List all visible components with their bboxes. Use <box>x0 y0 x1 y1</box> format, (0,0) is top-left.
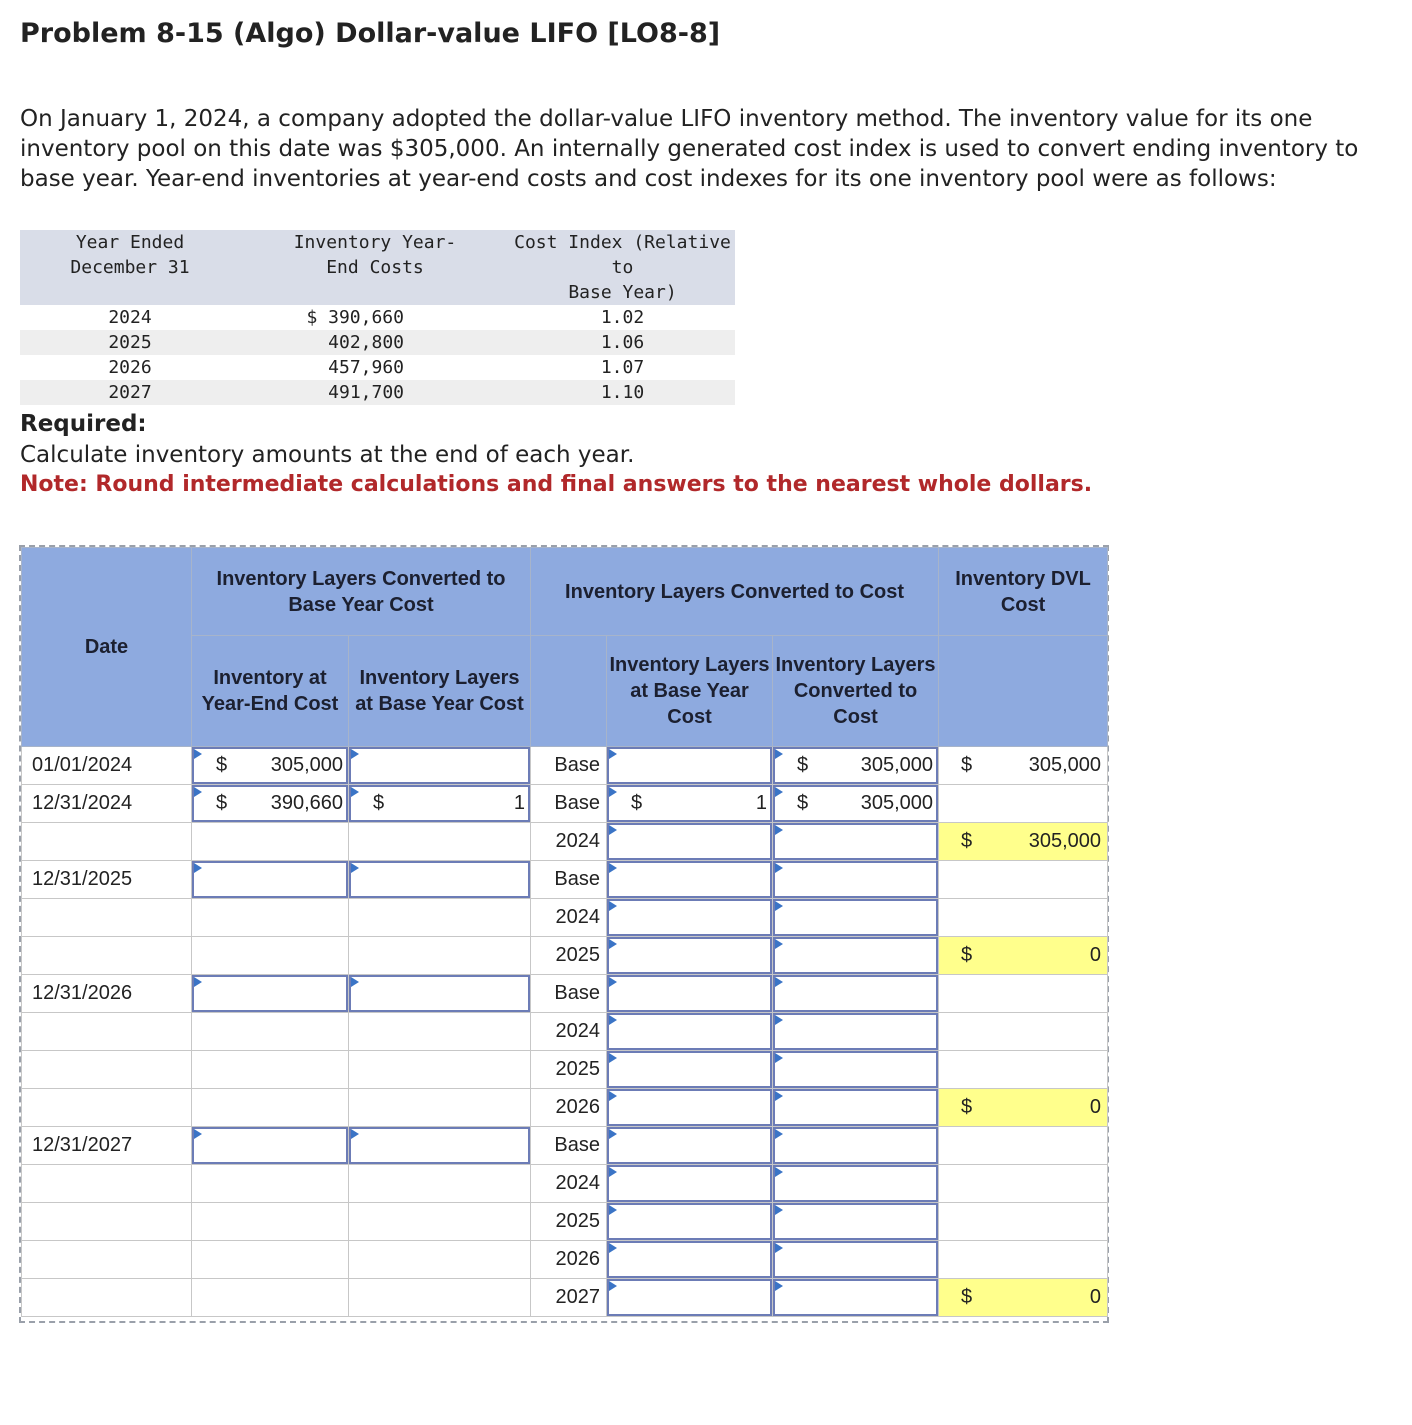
converted-cost-input[interactable] <box>773 1241 938 1278</box>
date-cell: 12/31/2026 <box>22 975 192 1013</box>
problem-title: Problem 8-15 (Algo) Dollar-value LIFO [LO8-8] <box>20 18 721 49</box>
given-header-cost: Inventory Year- End Costs <box>240 230 510 305</box>
converted-cost-input[interactable] <box>773 823 938 860</box>
layer-label: Base <box>531 1127 607 1165</box>
dvl-cost-cell: $ 305,000 <box>939 747 1108 785</box>
layer-label: 2025 <box>531 1203 607 1241</box>
converted-cost-input[interactable] <box>773 1013 938 1050</box>
header-dvl-blank <box>939 636 1108 747</box>
converted-cost-input[interactable]: $ 305,000 <box>773 747 938 784</box>
layer-label: 2026 <box>531 1241 607 1279</box>
layer-label: 2027 <box>531 1279 607 1317</box>
table-row <box>22 1279 1108 1317</box>
layer-base-cost-input[interactable] <box>607 1013 772 1050</box>
header-group-base-year: Inventory Layers Converted to Base Year Cost <box>192 548 531 636</box>
yearend-cost-input[interactable]: $ 390,660 <box>192 785 348 822</box>
date-cell: 01/01/2024 <box>22 747 192 785</box>
layer-base-cost-input[interactable] <box>607 747 772 784</box>
table-row <box>22 785 1108 823</box>
layer-label: Base <box>531 785 607 823</box>
dvl-cost-cell <box>939 785 1108 823</box>
layer-label: Base <box>531 975 607 1013</box>
rounding-note: Note: Round intermediate calculations and final answers to the nearest whole dollars. <box>20 472 1093 497</box>
yearend-cost-input[interactable]: $ 305,000 <box>192 747 348 784</box>
dvl-total-cell: $ 0 <box>939 1279 1108 1317</box>
converted-cost-input[interactable] <box>773 1203 938 1240</box>
date-cell: 12/31/2024 <box>22 785 192 823</box>
table-row <box>22 861 1108 899</box>
layer-base-input[interactable] <box>349 975 530 1012</box>
layer-base-cost-input[interactable] <box>607 1279 772 1316</box>
date-cell: 12/31/2027 <box>22 1127 192 1165</box>
table-row <box>22 975 1108 1013</box>
table-row <box>22 1089 1108 1127</box>
dvl-total-cell: $ 0 <box>939 1089 1108 1127</box>
layer-base-input[interactable] <box>349 747 530 784</box>
layer-label: 2024 <box>531 1165 607 1203</box>
converted-cost-input[interactable] <box>773 899 938 936</box>
table-row <box>22 747 1108 785</box>
converted-cost-input[interactable] <box>773 1165 938 1202</box>
table-row <box>22 899 1108 937</box>
header-yearend-cost: Inventory at Year-End Cost <box>192 636 349 747</box>
header-group-cost: Inventory Layers Converted to Cost <box>531 548 939 636</box>
table-row <box>22 1241 1108 1279</box>
converted-cost-input[interactable] <box>773 1279 938 1316</box>
layer-label: Base <box>531 861 607 899</box>
layer-base-cost-input[interactable] <box>607 899 772 936</box>
header-group-dvl: Inventory DVL Cost <box>939 548 1108 636</box>
converted-cost-input[interactable]: $ 305,000 <box>773 785 938 822</box>
layer-base-cost-input[interactable] <box>607 1203 772 1240</box>
given-row: 2024 $ 390,660 1.02 <box>108 307 645 328</box>
given-header-year: Year Ended December 31 <box>20 230 240 305</box>
given-row: 2025 402,800 1.06 <box>20 330 735 355</box>
converted-cost-input[interactable] <box>773 1051 938 1088</box>
yearend-cost-input[interactable] <box>192 861 348 898</box>
converted-cost-input[interactable] <box>773 975 938 1012</box>
header-converted: Inventory Layers Converted to Cost <box>773 636 939 747</box>
layer-base-cost-input[interactable]: $ 1 <box>607 785 772 822</box>
header-layers-base-2: Inventory Layers at Base Year Cost <box>607 636 773 747</box>
layer-base-cost-input[interactable] <box>607 861 772 898</box>
table-row <box>22 1165 1108 1203</box>
layer-base-cost-input[interactable] <box>607 823 772 860</box>
converted-cost-input[interactable] <box>773 937 938 974</box>
layer-base-cost-input[interactable] <box>607 1127 772 1164</box>
layer-base-input[interactable] <box>349 861 530 898</box>
table-row <box>22 1013 1108 1051</box>
layer-base-cost-input[interactable] <box>607 975 772 1012</box>
layer-label: 2024 <box>531 1013 607 1051</box>
layer-base-input[interactable] <box>349 1127 530 1164</box>
given-data-table <box>20 230 735 405</box>
converted-cost-input[interactable] <box>773 1127 938 1164</box>
answer-grid <box>19 545 1109 1323</box>
header-layers-base: Inventory Layers at Base Year Cost <box>349 636 531 747</box>
dvl-total-cell: $ 305,000 <box>939 823 1108 861</box>
layer-base-input[interactable]: $ 1 <box>349 785 530 822</box>
yearend-cost-input[interactable] <box>192 975 348 1012</box>
given-row: 2026 457,960 1.07 <box>108 357 645 378</box>
layer-label: 2024 <box>531 899 607 937</box>
table-row <box>22 1127 1108 1165</box>
converted-cost-input[interactable] <box>773 1089 938 1126</box>
problem-intro: On January 1, 2024, a company adopted the dollar-value LIFO inventory method. The inventory value for its one inventory pool on this date was $305,000. An internally generated cost index is used to convert ending inventory to base year. Year-end inventories at year-end costs and cost indexes for its one inventory pool were as follows: <box>20 106 1359 192</box>
layer-base-cost-input[interactable] <box>607 937 772 974</box>
layer-label: 2026 <box>531 1089 607 1127</box>
required-text: Calculate inventory amounts at the end of each year. <box>20 442 635 468</box>
yearend-cost-input[interactable] <box>192 1127 348 1164</box>
layer-base-cost-input[interactable] <box>607 1241 772 1278</box>
date-cell: 12/31/2025 <box>22 861 192 899</box>
layer-label: 2025 <box>531 937 607 975</box>
converted-cost-input[interactable] <box>773 861 938 898</box>
layer-base-cost-input[interactable] <box>607 1089 772 1126</box>
header-date: Date <box>22 548 192 747</box>
layer-label: 2024 <box>531 823 607 861</box>
given-row: 2027 491,700 1.10 <box>20 380 735 405</box>
header-layer-label <box>531 636 607 747</box>
layer-label: 2025 <box>531 1051 607 1089</box>
table-row <box>22 1051 1108 1089</box>
table-row <box>22 937 1108 975</box>
layer-base-cost-input[interactable] <box>607 1051 772 1088</box>
given-header-index: Cost Index (Relative to Base Year) <box>510 230 735 305</box>
dvl-total-cell: $ 0 <box>939 937 1108 975</box>
table-row <box>22 1203 1108 1241</box>
table-row <box>22 823 1108 861</box>
layer-label: Base <box>531 747 607 785</box>
layer-base-cost-input[interactable] <box>607 1165 772 1202</box>
required-heading: Required: <box>20 411 147 437</box>
